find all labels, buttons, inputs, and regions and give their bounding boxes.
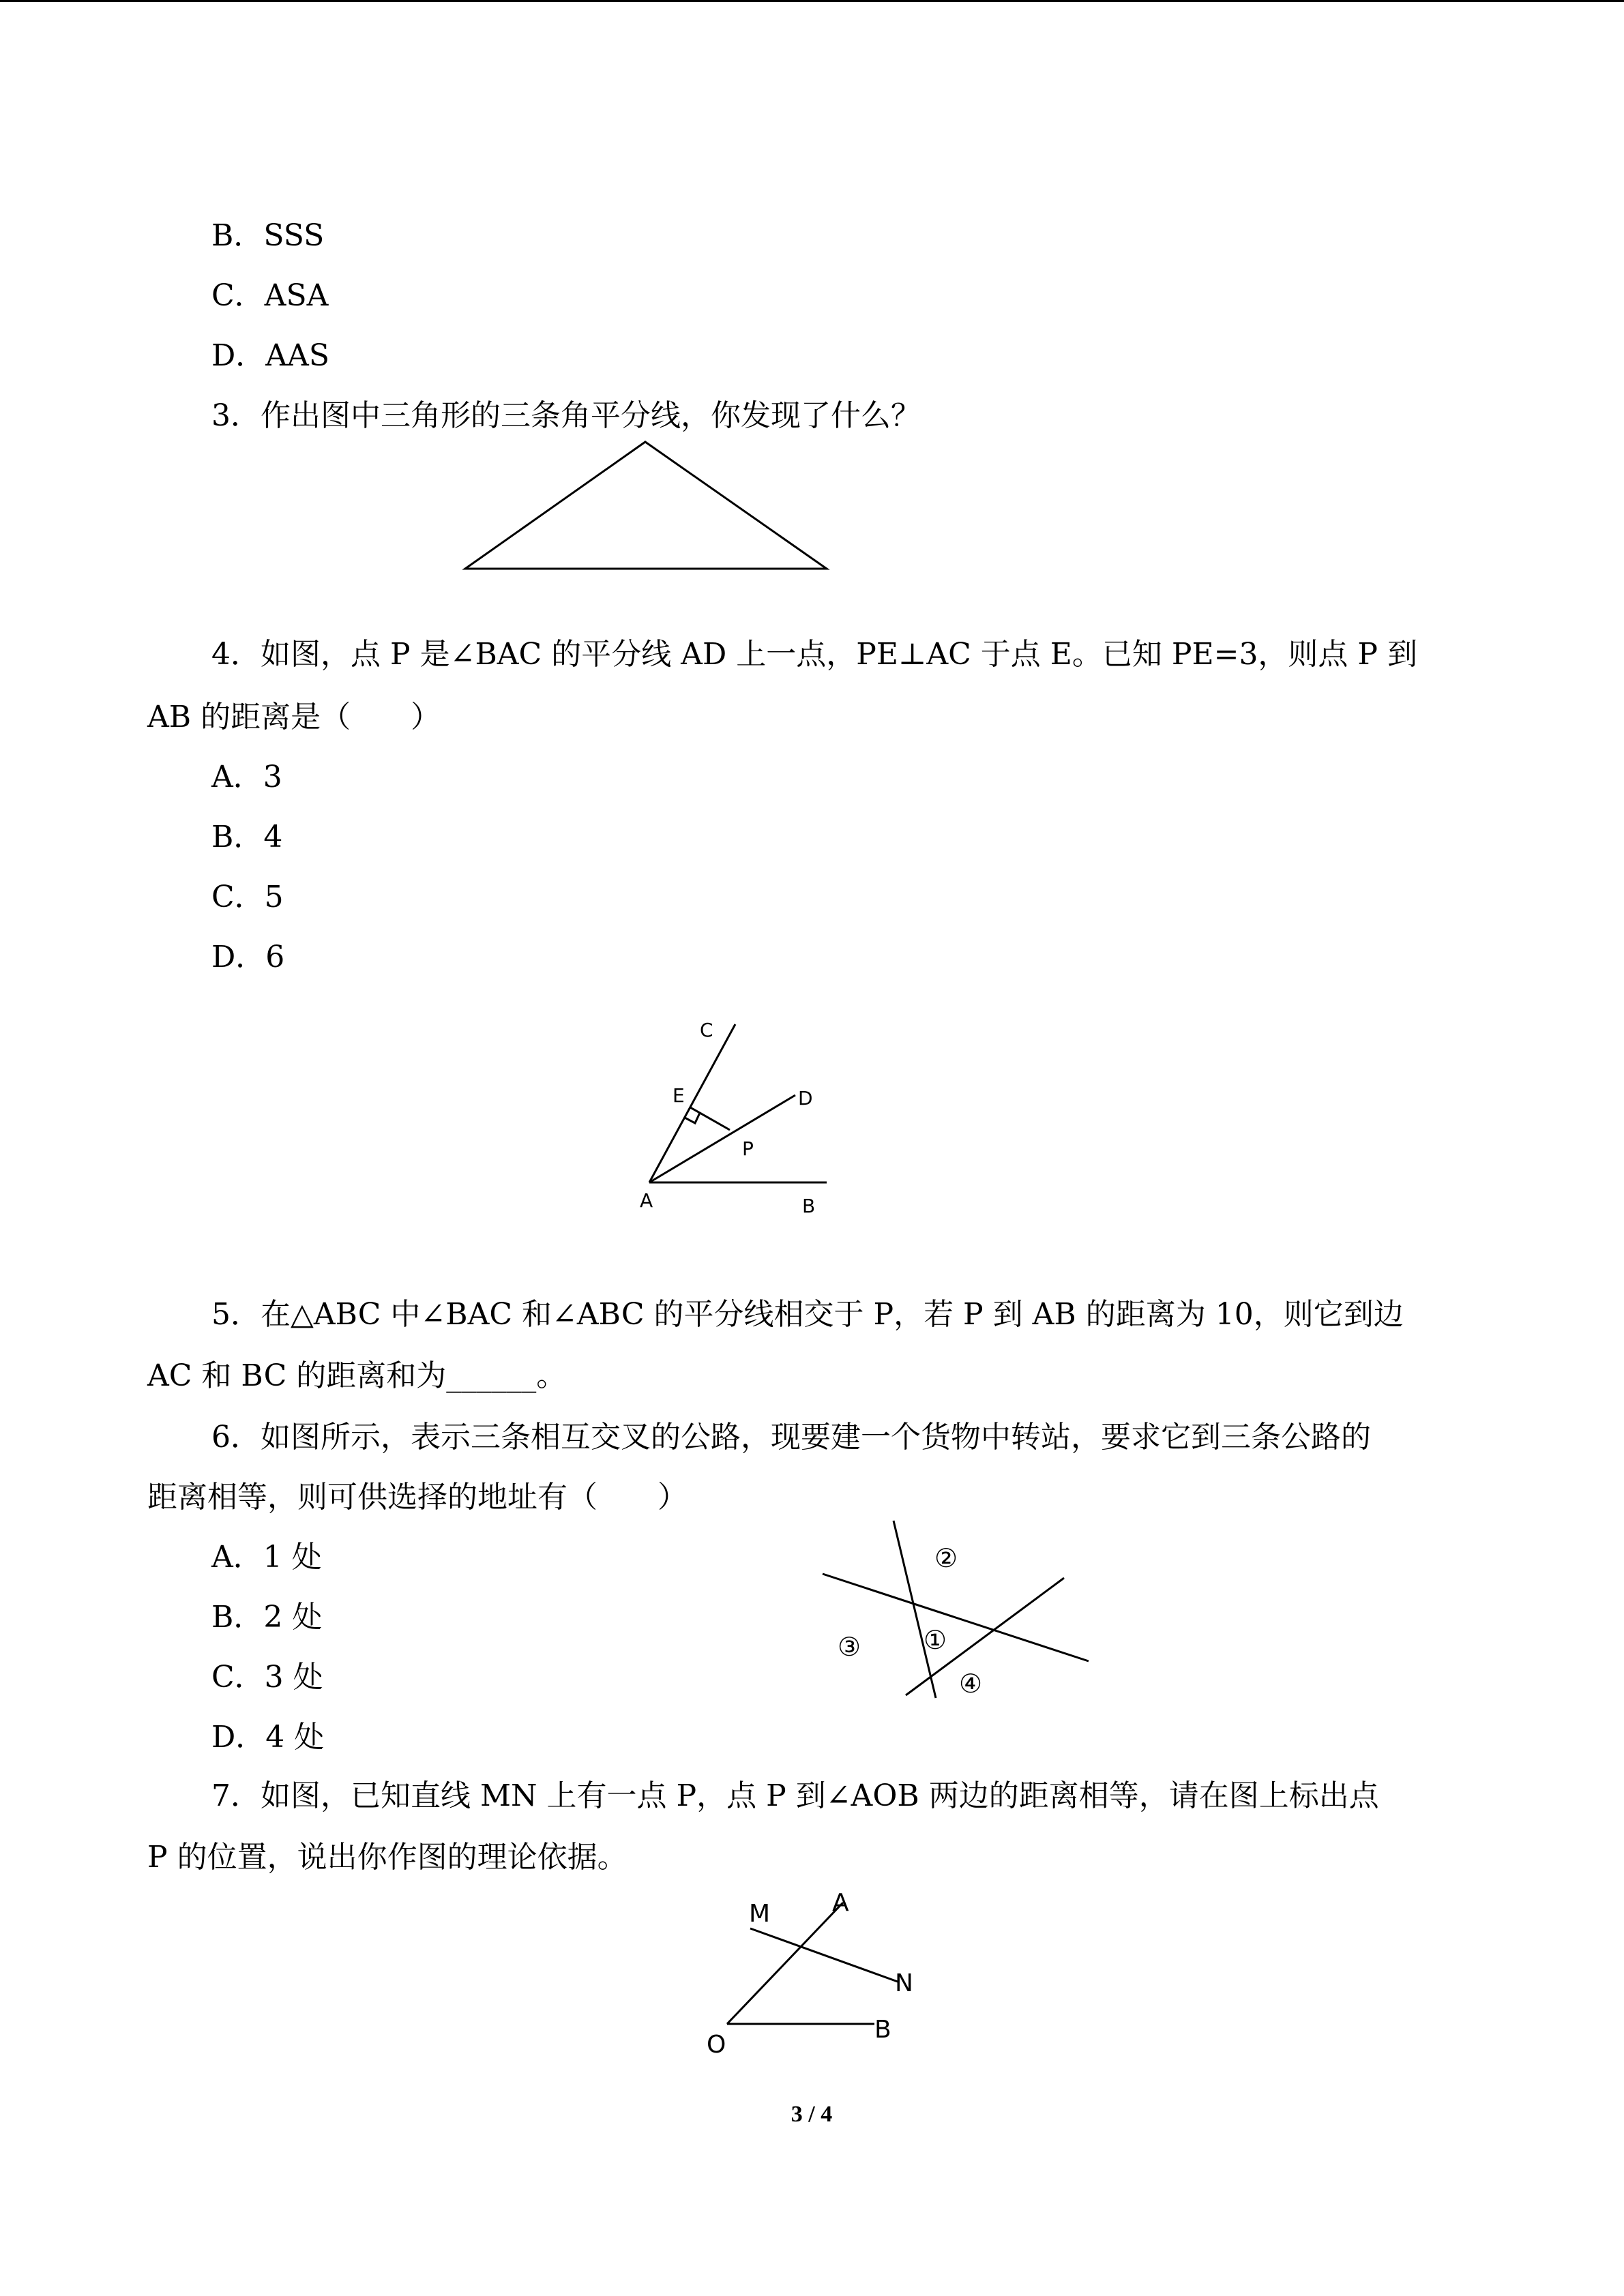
q4-angle-bisector-figure — [628, 1009, 846, 1227]
region-2-label: ② — [934, 1543, 958, 1573]
label-n: N — [895, 1969, 913, 1997]
label-b: B — [802, 1195, 816, 1217]
region-1-label: ① — [924, 1625, 947, 1655]
q5-text-part-a: AC 和 BC 的距离和为 — [147, 1358, 447, 1393]
label-d: D — [798, 1087, 813, 1109]
q5-answer-blank[interactable]: ______ — [446, 1358, 537, 1393]
label-b: B — [874, 2016, 891, 2044]
q4-text-line1: 4．如图，点 P 是∠BAC 的平分线 AD 上一点，PE⊥AC 于点 E。已知 PE=3，则点 P 到 — [211, 637, 1418, 672]
q5-text-line1: 5．在△ABC 中∠BAC 和∠ABC 的平分线相交于 P，若 P 到 AB 的距离为 10，则它到边 — [211, 1297, 1404, 1332]
region-4-label: ④ — [959, 1669, 983, 1699]
ray-ac — [649, 1024, 735, 1182]
q2-option-c: C．ASA — [211, 278, 329, 313]
label-e: E — [673, 1084, 685, 1107]
q6-option-b: B．2 处 — [211, 1600, 323, 1635]
q7-text-line2: P 的位置，说出你作图的理论依据。 — [147, 1840, 628, 1875]
q6-roads-figure — [812, 1507, 1098, 1712]
triangle — [465, 442, 827, 569]
q7-angle-line-figure — [696, 1889, 941, 2066]
q6-option-d: D．4 处 — [211, 1720, 325, 1755]
label-a: A — [640, 1189, 653, 1212]
line-mn — [750, 1928, 898, 1982]
ray-oa — [727, 1903, 843, 2024]
q6-option-c: C．3 处 — [211, 1660, 323, 1695]
ray-ad — [649, 1095, 795, 1182]
label-a: A — [832, 1889, 849, 1917]
region-3-label: ③ — [838, 1632, 861, 1662]
top-border — [0, 0, 1624, 2]
q5-text-line2 — [147, 1356, 566, 1397]
q6-text-line1: 6．如图所示，表示三条相互交叉的公路，现要建一个货物中转站，要求它到三条公路的 — [211, 1420, 1371, 1455]
label-o: O — [707, 2031, 726, 2059]
label-c: C — [700, 1019, 713, 1041]
q4-option-b: B．4 — [211, 820, 283, 854]
page-number: 3 / 4 — [791, 2102, 833, 2127]
q6-option-a: A．1 处 — [211, 1540, 322, 1575]
label-p: P — [742, 1137, 754, 1160]
label-m: M — [749, 1900, 771, 1928]
q2-option-d: D．AAS — [211, 338, 329, 373]
q4-text-line2: AB 的距离是（ ） — [147, 700, 441, 734]
road-2 — [823, 1574, 1089, 1661]
q4-option-a: A．3 — [211, 760, 282, 794]
q5-text-part-b: 。 — [536, 1358, 567, 1393]
q7-text-line1: 7．如图，已知直线 MN 上有一点 P，点 P 到∠AOB 两边的距离相等，请在图上标出点 — [211, 1778, 1379, 1813]
q6-text-line2: 距离相等，则可供选择的地址有（ ） — [147, 1480, 688, 1515]
q4-option-c: C．5 — [211, 880, 284, 914]
q2-option-b: B．SSS — [211, 218, 325, 253]
q4-option-d: D．6 — [211, 940, 285, 974]
q3-text: 3．作出图中三角形的三条角平分线，你发现了什么？ — [211, 398, 921, 433]
q3-triangle-figure — [457, 436, 832, 573]
